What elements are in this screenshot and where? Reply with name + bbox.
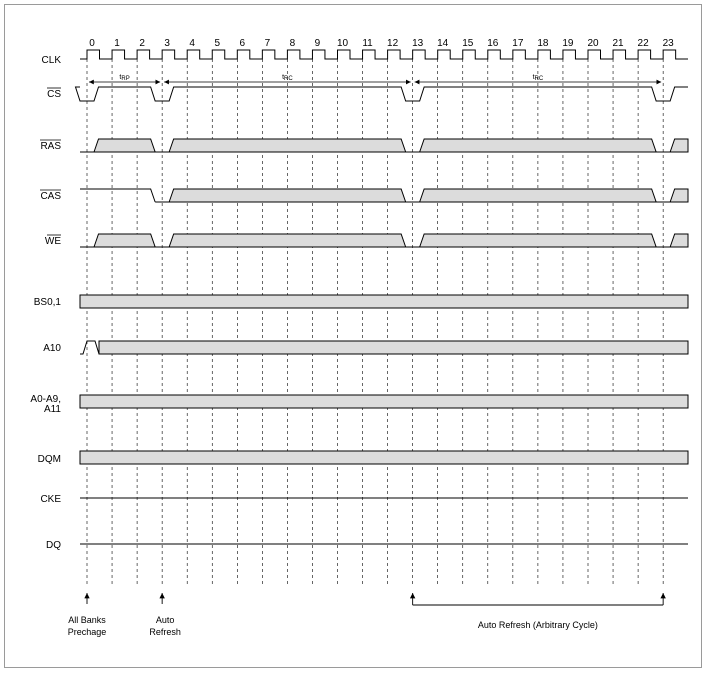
cycle-number-label: 4: [189, 38, 195, 49]
auto-refresh-label: Auto: [155, 615, 175, 625]
signal-label-dq: DQ: [46, 540, 61, 551]
annotations: [68, 593, 663, 637]
all-banks-precharge-label: All Banks: [68, 615, 106, 625]
cycle-number-label: 23: [662, 38, 674, 49]
cycle-number-label: 8: [289, 38, 296, 49]
cycle-number-label: 0: [89, 38, 95, 49]
we-waveform: [80, 234, 688, 247]
cas-waveform: [80, 189, 688, 202]
cycle-number-label: 5: [214, 38, 221, 49]
cycle-number-label: 3: [164, 38, 170, 49]
cycle-number-label: 19: [562, 38, 574, 49]
cycle-number-label: 17: [512, 38, 524, 49]
bs-waveform: [80, 295, 688, 308]
cycle-number-label: 10: [336, 38, 349, 49]
diagram-frame: [4, 4, 702, 668]
signal-label-we: WE: [44, 236, 61, 247]
cycle-number-label: 21: [612, 38, 624, 49]
dqm-waveform: [80, 451, 688, 464]
signal-label-bs: BS0,1: [33, 297, 61, 308]
interval-label: tRC: [282, 74, 293, 82]
arbitrary-refresh-label: Auto Refresh (Arbitrary Cycle): [477, 620, 598, 630]
a10-waveform: [80, 341, 688, 354]
interval-label: tRP: [119, 74, 130, 82]
cycle-grid: [87, 59, 663, 586]
cycle-number-label: 13: [412, 38, 424, 49]
cycle-number-label: 11: [362, 38, 373, 49]
cycle-number-label: 14: [437, 38, 449, 49]
cycle-number-label: 6: [239, 38, 246, 49]
signal-label-cs: CS: [47, 89, 61, 100]
cycle-number-label: 7: [264, 38, 271, 49]
cycle-number-label: 18: [537, 38, 549, 49]
cycle-number-label: 2: [139, 38, 145, 49]
signal-label-clk: CLK: [41, 55, 61, 66]
cycle-number-label: 15: [462, 38, 474, 49]
signal-label-dqm: DQM: [37, 454, 61, 465]
signal-label-a10: A10: [43, 343, 61, 354]
signal-label-cas: CAS: [40, 191, 61, 202]
timing-intervals: [89, 74, 661, 82]
signal-label-cke: CKE: [40, 494, 61, 505]
auto-refresh-label: Refresh: [149, 627, 181, 637]
signal-label-addr: A0-A9,: [30, 394, 61, 405]
waveforms: [76, 50, 689, 544]
signal-labels: [30, 55, 61, 551]
cs-waveform: [76, 87, 689, 101]
cycle-number-label: 16: [487, 38, 499, 49]
cycle-number-label: 12: [387, 38, 399, 49]
cycle-number-label: 1: [114, 38, 120, 49]
timing-diagram: [5, 5, 703, 669]
clk-waveform: [80, 50, 688, 59]
signal-label-addr-line2: A11: [43, 404, 61, 415]
cycle-number-label: 9: [314, 38, 321, 49]
all-banks-precharge-label: Prechage: [67, 627, 107, 637]
cycle-number-label: 22: [637, 38, 649, 49]
interval-label: tRC: [532, 74, 544, 82]
addr-waveform: [80, 395, 688, 408]
cycle-labels: [89, 38, 674, 49]
signal-label-ras: RAS: [40, 141, 61, 152]
cycle-number-label: 20: [587, 38, 599, 49]
ras-waveform: [80, 139, 688, 152]
